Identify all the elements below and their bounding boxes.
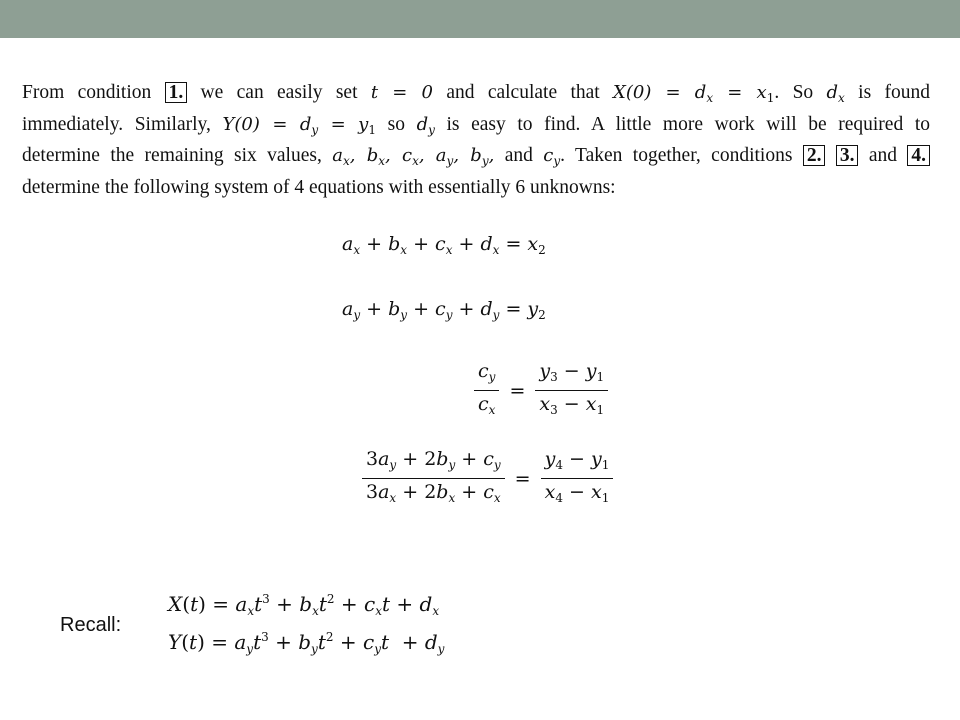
paragraph-line-2 [22,112,930,144]
text-run: and calculate that [433,82,614,103]
paragraph-line-1 [22,80,930,112]
text-run: and [858,145,908,166]
math-dx: $d_x$ [826,82,845,105]
recall-label: Recall: [60,614,122,636]
equation-1: $a_x + b_x + c_x + d_x = x_2$ [342,233,546,257]
paragraph-line-3 [22,143,930,175]
equation-4: $\frac{3a_y + 2b_y + c_y}{3a_x + 2b_x + c_x}$ = $\frac{y_4 - y_1}{x_4 - x_1}$ [362,446,613,511]
intro-paragraph [22,80,930,200]
condition-box-2: 2. [803,145,826,166]
math-dy: $d_y$ [416,113,435,137]
text-run: . So [774,82,827,103]
equation-2: $a_y + b_y + c_y + d_y = y_2$ [342,298,546,322]
text-run: we can easily set [187,82,371,103]
fraction-slope-4: $\frac{y_4 - y_1}{x_4 - x_1}$ [541,446,614,511]
math-y0: $Y(0) = d_y = y_1$ [222,113,376,137]
text-run: From condition [22,82,165,103]
paragraph-line-4: determine the following system of 4 equations with essentially 6 unknowns: [22,176,616,198]
text-run: immediately. Similarly, [22,113,223,135]
math-x0: $X(0) = d_x = x_1$ [613,82,775,105]
condition-box-1: 1. [165,82,188,103]
condition-box-4: 4. [907,145,930,166]
text-run: . Taken together, conditions [560,145,803,166]
fraction-cy-cx: $\frac{c_y}{c_x}$ [474,358,499,423]
text-run: is easy to find. A little more work will be required to [434,113,930,135]
equation-3: $\frac{c_y}{c_x}$ = $\frac{y_3 - y_1}{x_3 - x_1}$ [474,358,608,423]
text-run: determine the remaining six values, [22,145,333,166]
fraction-derivative-ratio: $\frac{3a_y + 2b_y + c_y}{3a_x + 2b_x + c_x}$ [362,446,505,511]
math-t-zero: t = 0 [370,82,433,103]
math-cy: $c_y$ [543,145,561,168]
text-run: so [376,113,417,135]
top-banner [0,0,960,38]
fraction-slope-3: $\frac{y_3 - y_1}{x_3 - x_1}$ [535,358,608,423]
math-unknowns: $a_x$, $b_x$, $c_x$, $a_y$, $b_y$, [332,145,495,168]
text-run: is found [844,82,931,103]
condition-box-3: 3. [836,145,859,166]
recall-equation-y: $Y(t) = a_yt^3 + b_yt^2 + c_yt + d_y$ [168,630,445,656]
recall-equation-x: $X(t) = a_xt^3 + b_xt^2 + c_xt + d_x$ [168,592,440,618]
text-run: and [494,145,544,166]
